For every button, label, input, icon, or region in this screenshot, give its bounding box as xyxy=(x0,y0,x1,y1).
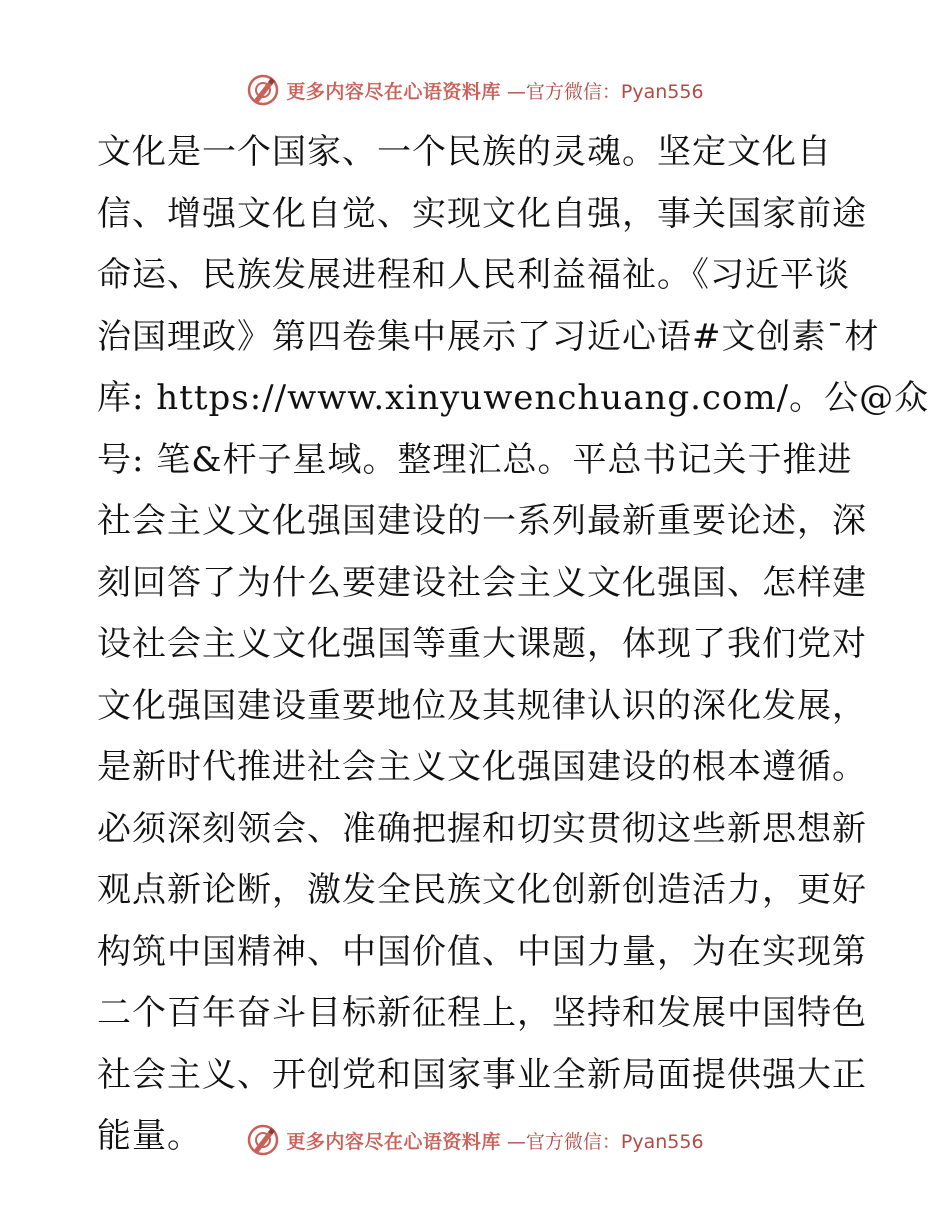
pen-logo-icon xyxy=(246,1123,280,1157)
document-body xyxy=(97,122,930,1168)
text-line: 号: 笔&杆子星域。整理汇总。平总书记关于推进 xyxy=(97,439,853,480)
watermark-contact-text: —官方微信：Pyan556 xyxy=(506,1130,704,1153)
text-line: 刻回答了为什么要建设社会主义文化强国、怎样建 xyxy=(97,562,867,603)
text-line: 治国理政》第四卷集中展示了习近心语#文创素¯材 xyxy=(97,316,880,357)
text-line: 构筑中国精神、中国价值、中国力量，为在实现第 xyxy=(97,931,867,972)
header-watermark xyxy=(0,70,950,110)
watermark-lead-text: 更多内容尽在心语资料库 xyxy=(286,1130,501,1153)
text-line: 信、增强文化自觉、实现文化自强，事关国家前途 xyxy=(97,193,867,234)
text-line: 库: https://www.xinyuwenchuang.com/。公@众 xyxy=(97,378,930,418)
text-line: 观点新论断，激发全民族文化创新创造活力，更好 xyxy=(97,870,867,910)
text-line: 能量。 xyxy=(97,1116,202,1156)
watermark-contact-text: —官方微信：Pyan556 xyxy=(506,80,704,103)
footer-watermark xyxy=(0,1120,950,1160)
pen-logo-icon xyxy=(246,73,280,107)
text-line: 是新时代推进社会主义文化强国建设的根本遵循。 xyxy=(97,747,867,787)
watermark-lead-text: 更多内容尽在心语资料库 xyxy=(286,80,501,103)
text-line: 二个百年奋斗目标新征程上，坚持和发展中国特色 xyxy=(97,993,867,1033)
text-line: 文化强国建设重要地位及其规律认识的深化发展， xyxy=(97,685,867,726)
text-line: 命运、民族发展进程和人民利益福祉。《习近平谈 xyxy=(97,255,850,295)
text-line: 文化是一个国家、一个民族的灵魂。坚定文化自 xyxy=(97,132,832,172)
text-line: 社会主义、开创党和国家事业全新局面提供强大正 xyxy=(97,1054,867,1095)
text-line: 必须深刻领会、准确把握和切实贯彻这些新思想新 xyxy=(97,808,867,849)
text-line: 设社会主义文化强国等重大课题，体现了我们党对 xyxy=(97,624,867,664)
text-line: 社会主义文化强国建设的一系列最新重要论述，深 xyxy=(97,501,867,541)
